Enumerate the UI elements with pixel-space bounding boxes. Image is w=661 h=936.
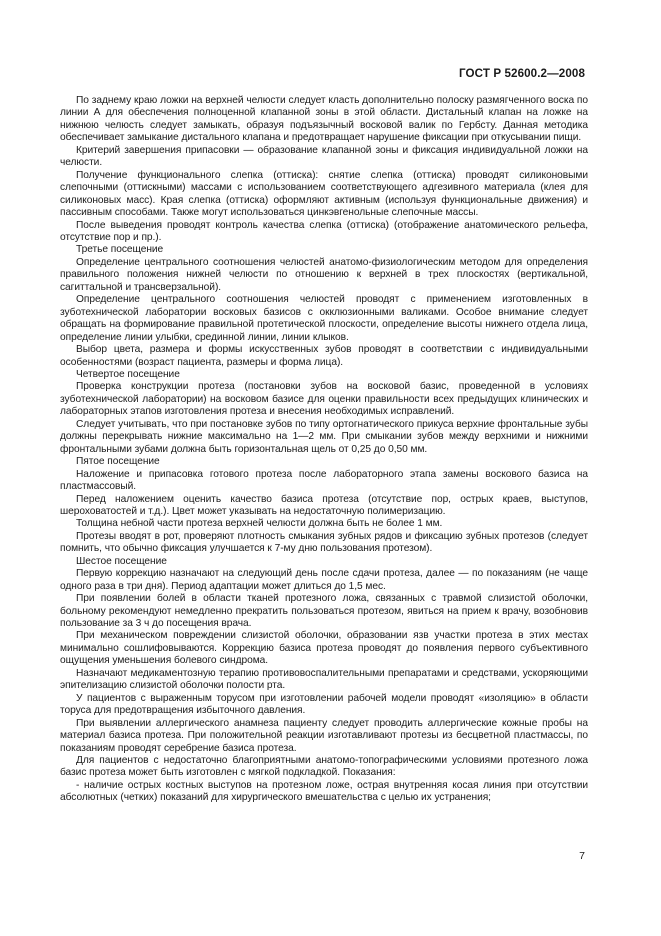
body-text <box>60 95 588 805</box>
paragraph: Получение функционального слепка (оттиска): снятие слепка (оттиска) проводят силиконовыми слепочными (оттискными) массами с использованием соответствующего адгезивного материала (клея для силиконовых масс). Края слепка (оттиска) оформляют активным (используя функциональные движения) и пассивным способами. Также могут использоваться цинкэвгенольные слепочные массы. <box>60 169 588 219</box>
paragraph: При механическом повреждении слизистой оболочки, образовании язв участки протеза в этих местах минимально сошлифовываются. Коррекцию базиса протеза проводят до появления первого субъективного ощущения уменьшения болевого синдрома. <box>60 630 588 667</box>
section-heading: Пятое посещение <box>76 456 160 468</box>
section-heading: Четвертое посещение <box>76 368 180 380</box>
section-heading: Третье посещение <box>76 244 164 256</box>
paragraph: Проверка конструкции протеза (постановки зубов на восковой базис, проведенной в условиях зуботехнической лаборатории) на восковом базисе для оценки правильности всех предыдущих клинических и лабораторных этапов изготовления протеза и внесения необходимых исправлений. <box>60 381 588 418</box>
paragraph: Выбор цвета, размера и формы искусственных зубов проводят в соответствии с индивидуальными особенностями (возраст пациента, размеры и форма лица). <box>60 344 588 368</box>
paragraph: Наложение и припасовка готового протеза после лабораторного этапа замены воскового базиса на пластмассовый. <box>60 468 588 493</box>
paragraph: Следует учитывать, что при постановке зубов по типу ортогнатического прикуса верхние фронтальные зубы должны перекрывать нижние максимально на 1—2 мм. При смыкании зубов между верхними и нижними фронтальными зубами должна быть горизонтальная щель от 0,25 до 0,50 мм. <box>60 418 588 455</box>
paragraph: Определение центрального соотношения челюстей анатомо-физиологическим методом для определения правильного положения нижней челюсти по отношению к верхней в трех плоскостях (вертикальной, сагиттальной и трансверзальной). <box>60 256 588 293</box>
paragraph: Для пациентов с недостаточно благоприятными анатомо-топографическими условиями протезного ложа базис протеза может быть изготовлен с мягкой подкладкой. Показания: <box>60 755 588 779</box>
paragraph: После выведения проводят контроль качества слепка (оттиска) (отображение анатомического рельефа, отсутствие пор и пр.). <box>60 219 588 243</box>
paragraph: Критерий завершения припасовки — образование клапанной зоны и фиксация индивидуальной ложки на челюсти. <box>60 144 588 169</box>
paragraph: При выявлении аллергического анамнеза пациенту следует проводить аллергические кожные пробы на материал базиса протеза. При положительной реакции изготавливают протезы из бесцветной пластмассы, по показаниям проводят серебрение базиса протеза. <box>60 717 588 754</box>
page-number: 7 <box>579 850 585 862</box>
paragraph: Протезы вводят в рот, проверяют плотность смыкания зубных рядов и фиксацию зубных протезов (следует помнить, что обычно фиксация улучшается к 7-му дню пользования протезом). <box>60 530 588 555</box>
paragraph: Назначают медикаментозную терапию противовоспалительными препаратами и средствами, ускоряющими эпителизацию слизистой оболочки полости рта. <box>60 667 588 692</box>
paragraph: Определение центрального соотношения челюстей проводят с применением изготовленных в зуботехнической лаборатории восковых базисов с окклюзионными валиками. Особое внимание следует обращать на формирование правильной протетической плоскости, определение высоты нижнего отдела лица, определение линии улыбки, срединной линии, линии клыков. <box>60 294 588 343</box>
paragraph: По заднему краю ложки на верхней челюсти следует класть дополнительно полоску размягченного воска по линии А для обеспечения полноценной клапанной зоны в этой области. Дистальный клапан на ложке на нижнюю челюсть следует замыкать, образуя подъязычный восковой валик по Гербсту. Данная методика обеспечивает замыкание дистального клапана и предотвращает нарушение фиксации при откусывании пищи. <box>60 95 588 144</box>
paragraph: При появлении болей в области тканей протезного ложа, связанных с травмой слизистой оболочки, больному рекомендуют немедленно прекратить пользоваться протезом, явиться на прием к врачу, возобновив пользование за 3 ч до посещения врача. <box>60 593 588 630</box>
paragraph: У пациентов с выраженным торусом при изготовлении рабочей модели проводят «изоляцию» в области торуса для предотвращения избыточного давления. <box>60 692 588 717</box>
list-item: - наличие острых костных выступов на протезном ложе, острая внутренняя косая линия при отсутствии абсолютных (четких) показаний для хирургического вмешательства с целью их устранения; <box>60 779 588 804</box>
paragraph: Первую коррекцию назначают на следующий день после сдачи протеза, далее — по показаниям (не чаще одного раза в три дня). Период адаптации может длиться до 1,5 мес. <box>60 568 588 592</box>
paragraph: Толщина небной части протеза верхней челюсти должна быть не более 1 мм. <box>76 518 443 530</box>
standard-designation: ГОСТ Р 52600.2—2008 <box>459 67 585 80</box>
paragraph: Перед наложением оценить качество базиса протеза (отсутствие пор, острых краев, выступов, шероховатостей и т.д.). Цвет может указывать на недостаточную полимеризацию. <box>60 493 588 517</box>
section-heading: Шестое посещение <box>76 555 167 567</box>
